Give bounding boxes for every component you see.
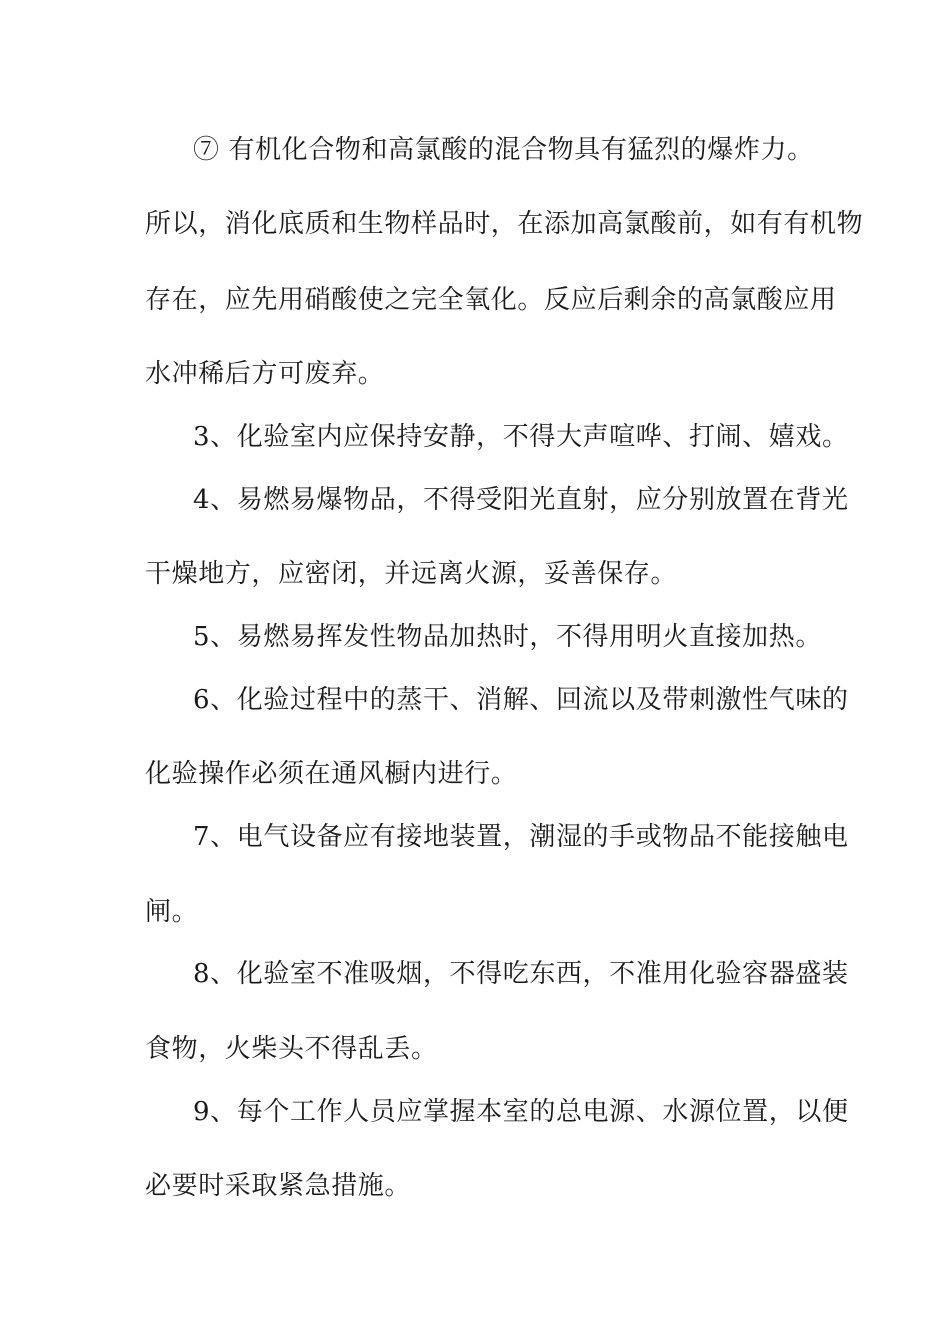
rule-8-line-1: 8、化验室不准吸烟，不得吃东西，不准用化验容器盛装 [193,959,849,989]
rule-5-line-1: 5、易燃易挥发性物品加热时，不得用明火直接加热。 [193,622,822,652]
rule-3-line-1: 3、化验室内应保持安静，不得大声喧哗、打闹、嬉戏。 [193,422,849,452]
paragraph-7-line-3: 存在，应先用硝酸使之完全氧化。反应后剩余的高氯酸应用 [145,285,837,315]
rule-4-line-1: 4、易燃易爆物品，不得受阳光直射，应分别放置在背光 [193,485,849,515]
rule-9-line-2: 必要时采取紧急措施。 [145,1171,412,1201]
rule-6-line-2: 化验操作必须在通风橱内进行。 [145,759,518,789]
rule-7-line-2: 闸。 [145,897,199,927]
paragraph-7-line-4: 水冲稀后方可废弃。 [145,359,385,389]
paragraph-7-line-1: ⑦ 有机化合物和高氯酸的混合物具有猛烈的爆炸力。 [193,135,814,165]
rule-8-line-2: 食物，火柴头不得乱丢。 [145,1034,438,1064]
rule-4-line-2: 干燥地方，应密闭，并远离火源，妥善保存。 [145,559,678,589]
rule-6-line-1: 6、化验过程中的蒸干、消解、回流以及带刺激性气味的 [193,685,849,715]
rule-9-line-1: 9、每个工作人员应掌握本室的总电源、水源位置，以便 [193,1097,849,1127]
paragraph-7-line-2: 所以，消化底质和生物样品时，在添加高氯酸前，如有有机物 [145,209,864,239]
rule-7-line-1: 7、电气设备应有接地装置，潮湿的手或物品不能接触电 [193,822,849,852]
